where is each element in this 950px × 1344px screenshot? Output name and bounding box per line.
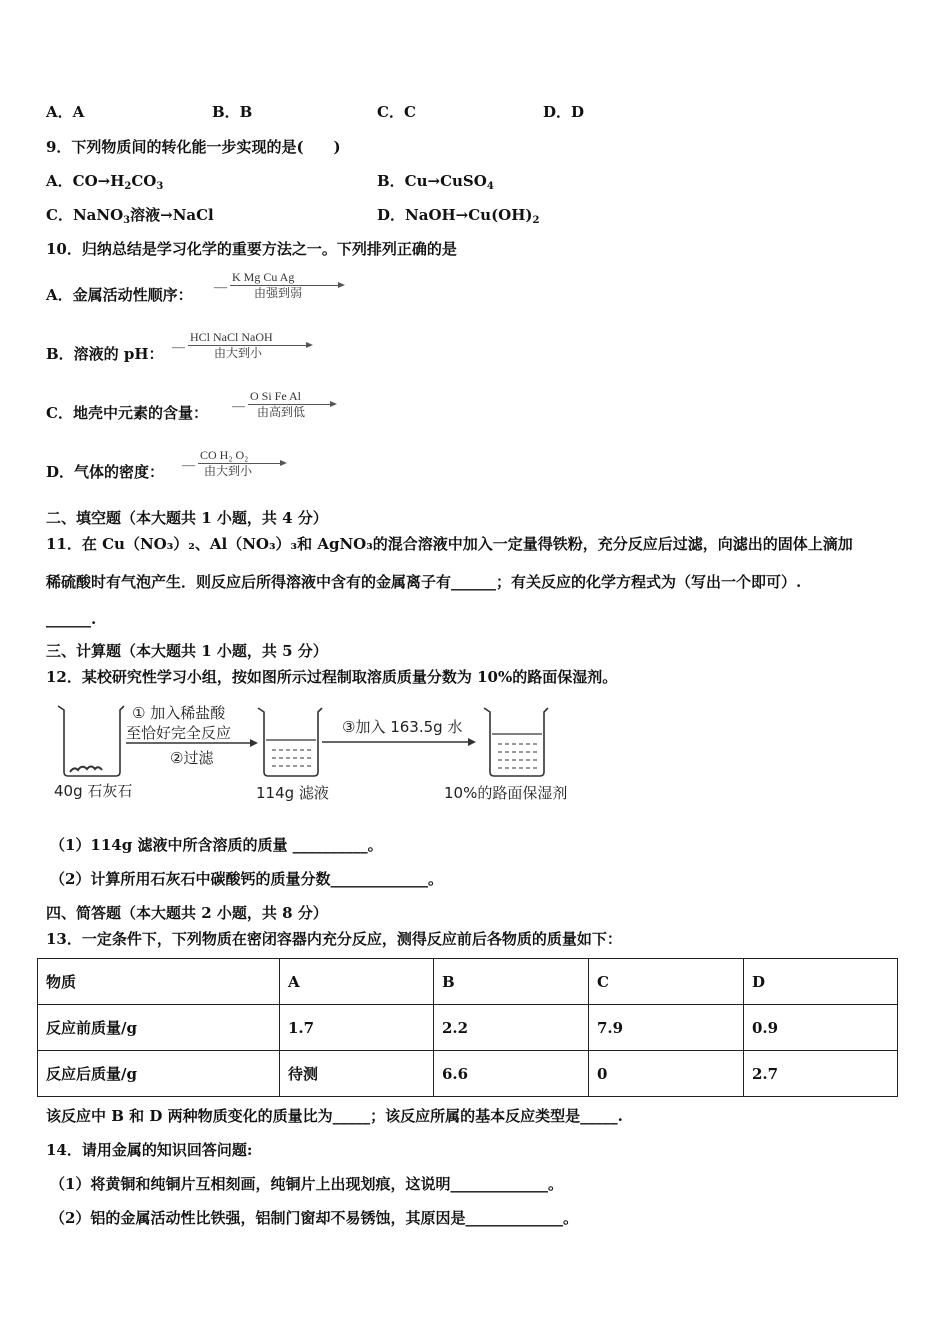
q10-stem: 10．归纳总结是学习化学的重要方法之一。下列排列正确的是	[46, 240, 457, 258]
q8-option-d: D．D	[543, 103, 585, 121]
arrow-head-icon	[306, 342, 313, 348]
q12-process-figure	[50, 696, 590, 806]
arrow-head-icon	[280, 460, 287, 466]
dash: —	[232, 398, 245, 413]
arrow-2-head-icon	[468, 738, 476, 746]
fig-step-3: ③加入 163.5g 水	[342, 718, 463, 736]
table-cell: 0.9	[744, 1005, 898, 1051]
arrow-bottom-text: 由大到小	[204, 464, 253, 478]
q14-part-1: （1）将黄铜和纯铜片互相刻画，纯铜片上出现划痕，这说明_____________。	[50, 1175, 563, 1193]
q9-option-c: C．NaNO$_3$溶液→NaCl	[46, 206, 214, 226]
beaker-3-icon	[484, 708, 548, 776]
table-cell: 待测	[280, 1051, 434, 1097]
table-cell: 7.9	[589, 1005, 744, 1051]
table-cell: 反应前质量/g	[38, 1005, 280, 1051]
table-header-cell: D	[744, 959, 898, 1005]
dash: —	[182, 457, 195, 472]
arrow-bottom-text: 由强到弱	[254, 286, 303, 300]
q11-line-1: 11．在 Cu（NO₃）₂、Al（NO₃）₃和 AgNO₃的混合溶液中加入一定量得铁粉，充分反应后过滤，向滤出的固体上滴加	[46, 535, 853, 553]
q13-question: 该反应中 B 和 D 两种物质变化的质量比为_____；该反应所属的基本反应类型是_____.	[46, 1107, 623, 1125]
q8-option-a: A．A	[46, 103, 85, 121]
q10-option-d-label: D．气体的密度：	[46, 463, 165, 481]
q11-line-2: 稀硫酸时有气泡产生．则反应后所得溶液中含有的金属离子有______；有关反应的化学方程式为（写出一个即可）.	[46, 573, 802, 591]
table-row	[38, 1051, 898, 1097]
arrow-head-icon	[338, 282, 345, 288]
arrow-top-text: O Si Fe Al	[250, 389, 302, 403]
dash: —	[214, 279, 227, 294]
arrow-bottom-text: 由高到低	[257, 405, 306, 419]
table-row	[38, 1005, 898, 1051]
table-header-cell: C	[589, 959, 744, 1005]
section-3-heading: 三、计算题（本大题共 1 小题，共 5 分）	[46, 642, 328, 660]
fig-label-product: 10%的路面保湿剂	[444, 784, 568, 802]
q10-option-c-label: C．地壳中元素的含量：	[46, 404, 208, 422]
table-cell: 2.7	[744, 1051, 898, 1097]
q14-stem: 14．请用金属的知识回答问题:	[46, 1141, 253, 1159]
table-cell: 0	[589, 1051, 744, 1097]
fig-step-1a: ① 加入稀盐酸	[132, 704, 226, 722]
table-cell: 反应后质量/g	[38, 1051, 280, 1097]
fig-label-filtrate: 114g 滤液	[256, 784, 329, 802]
beaker-2-icon	[258, 708, 322, 776]
q12-stem: 12．某校研究性学习小组，按如图所示过程制取溶质质量分数为 10%的路面保湿剂。	[46, 668, 618, 686]
q9-option-a: A．$CO\to H_2CO_3$	[46, 172, 164, 192]
dash: —	[172, 339, 185, 354]
arrow-head-icon	[330, 401, 337, 407]
table-cell: 6.6	[434, 1051, 589, 1097]
q11-line-3: ______.	[46, 610, 97, 628]
table-cell: 1.7	[280, 1005, 434, 1051]
q9-option-b: B．Cu→CuSO$_4$	[377, 172, 494, 192]
q13-mass-table	[37, 958, 898, 1097]
section-2-heading: 二、填空题（本大题共 1 小题，共 4 分）	[46, 509, 328, 527]
arrow-top-text: CO H₂ O₂	[200, 448, 249, 462]
table-cell: 2.2	[434, 1005, 589, 1051]
q9-stem: 9．下列物质间的转化能一步实现的是( )	[46, 138, 341, 156]
q12-part-2: （2）计算所用石灰石中碳酸钙的质量分数_____________。	[50, 870, 443, 888]
q9-option-d: D．$NaOH\to Cu(OH)_2$	[377, 206, 540, 226]
q10-option-a-label: A．金属活动性顺序：	[46, 286, 193, 304]
table-header-cell: A	[280, 959, 434, 1005]
table-header-row	[38, 959, 898, 1005]
fig-label-limestone: 40g 石灰石	[54, 782, 133, 800]
section-4-heading: 四、简答题（本大题共 2 小题，共 8 分）	[46, 904, 328, 922]
arrow-1-head-icon	[250, 739, 258, 747]
fig-step-2: ②过滤	[170, 749, 214, 767]
table-header-cell: 物质	[38, 959, 280, 1005]
beaker-1-icon	[58, 706, 124, 776]
fig-step-1b: 至恰好完全反应	[126, 724, 232, 742]
table-header-cell: B	[434, 959, 589, 1005]
arrow-bottom-text: 由大到小	[214, 346, 263, 360]
arrow-top-text: K Mg Cu Ag	[232, 270, 295, 284]
q14-part-2: （2）铝的金属活动性比铁强，铝制门窗却不易锈蚀，其原因是_____________。	[50, 1209, 578, 1227]
q8-option-b: B．B	[212, 103, 253, 121]
arrow-top-text: HCl NaCl NaOH	[190, 330, 273, 344]
q12-part-1: （1）114g 滤液中所含溶质的质量 __________。	[50, 836, 383, 854]
q10-option-b-label: B．溶液的 pH：	[46, 345, 164, 363]
q13-stem: 13．一定条件下，下列物质在密闭容器内充分反应，测得反应前后各物质的质量如下：	[46, 930, 622, 948]
q8-option-c: C．C	[377, 103, 416, 121]
